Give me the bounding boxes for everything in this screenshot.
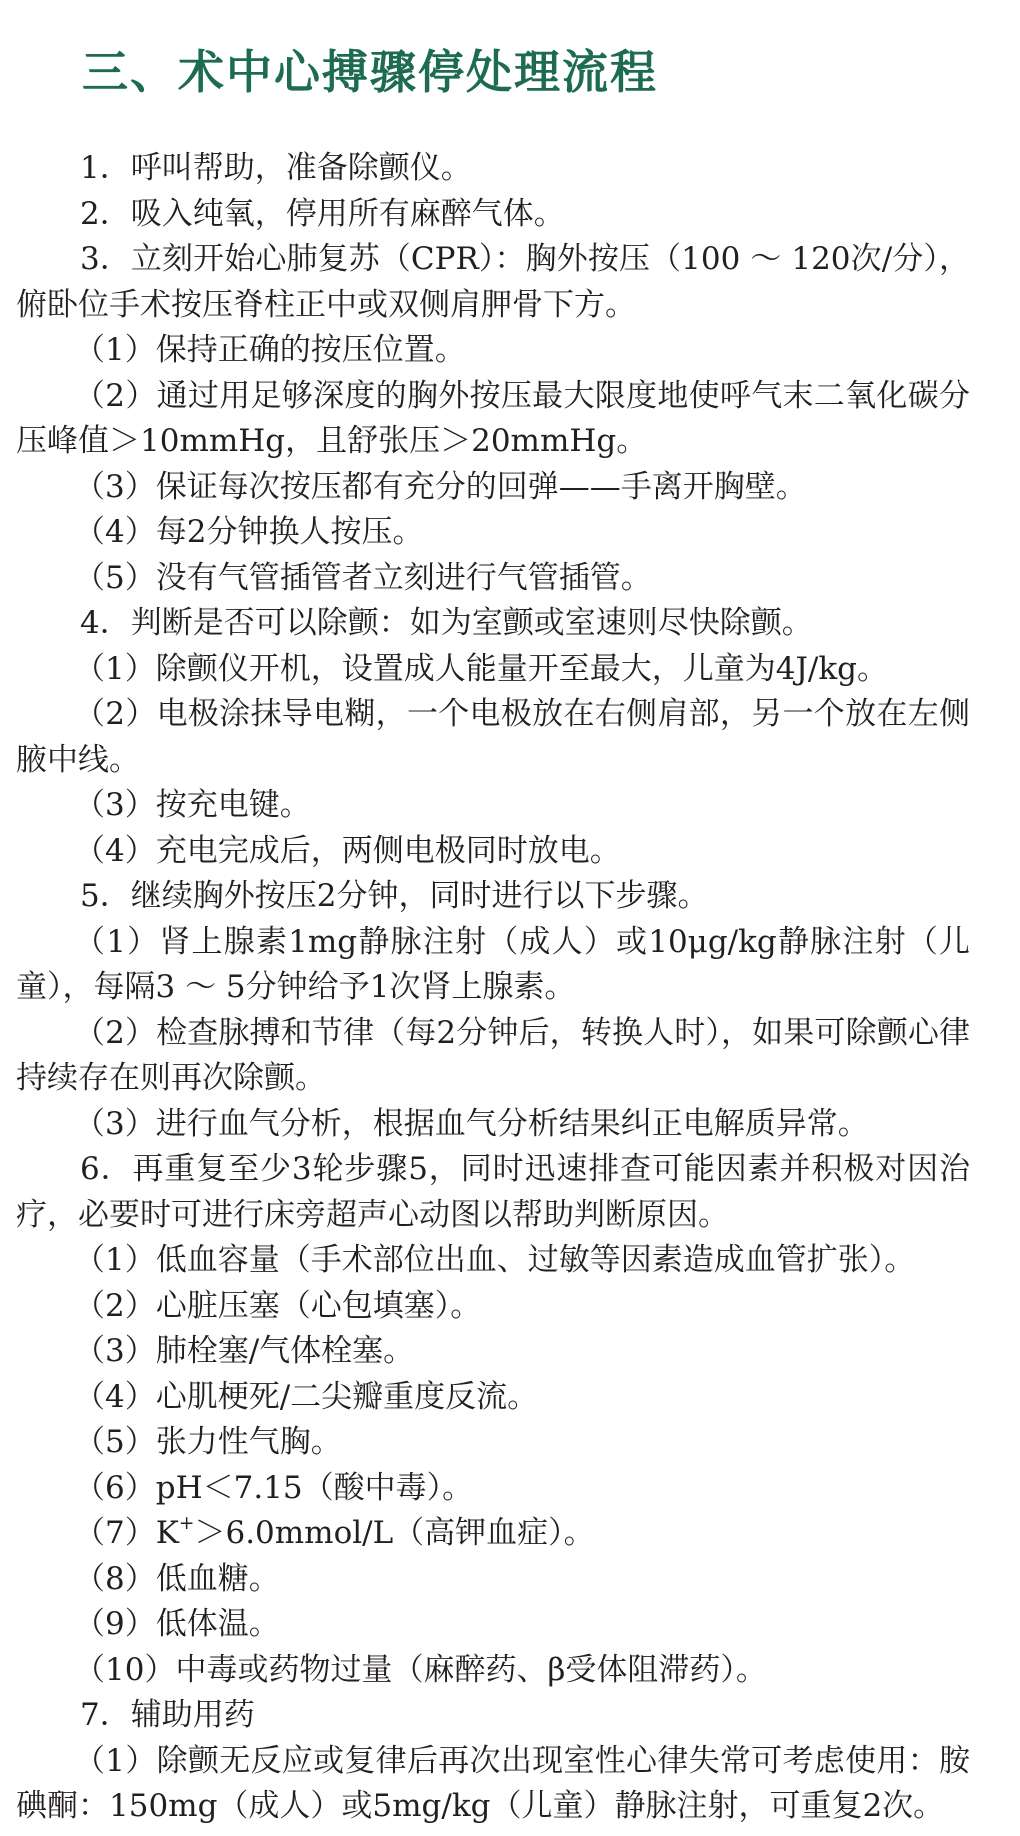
substep-paragraph: （1）除颤无反应或复律后再次出现室性心律失常可考虑使用：胺碘酮：150mg（成人）或5mg/kg（儿童）静脉注射，可重复2次。 <box>16 1742 970 1824</box>
substep-paragraph: （3）肺栓塞/气体栓塞。 <box>74 1333 415 1369</box>
substep-paragraph: （2）心脏压塞（心包填塞）。 <box>74 1287 482 1324</box>
substep-paragraph: （9）低体温。 <box>74 1606 280 1642</box>
substep-paragraph: （3）进行血气分析，根据血气分析结果纠正电解质异常。 <box>74 1105 869 1142</box>
superscript-plus: + <box>178 1513 195 1535</box>
step-paragraph: 3．立刻开始心肺复苏（CPR）：胸外按压（100 ～ 120次/分），俯卧位手术按压脊柱正中或双侧肩胛骨下方。 <box>16 241 970 323</box>
step-paragraph: 7．辅助用药 <box>80 1697 255 1733</box>
substep-paragraph-potassium <box>16 1511 970 1557</box>
substep-paragraph: （5）没有气管插管者立刻进行气管插管。 <box>74 559 652 596</box>
substep-paragraph: （4）每2分钟换人按压。 <box>74 514 424 550</box>
substep-paragraph: （5）张力性气胸。 <box>74 1424 342 1460</box>
step-paragraph: 4．判断是否可以除颤：如为室颤或室速则尽快除颤。 <box>80 605 813 641</box>
step-paragraph: 2．吸入纯氧，停用所有麻醉气体。 <box>80 195 565 232</box>
step-paragraph: 5．继续胸外按压2分钟，同时进行以下步骤。 <box>80 878 709 914</box>
substep-prefix: （7）K <box>74 1515 179 1551</box>
substep-paragraph: （3）保证每次按压都有充分的回弹——手离开胸壁。 <box>74 468 807 505</box>
substep-paragraph: （2）检查脉搏和节律（每2分钟后，转换人时），如果可除颤心律持续存在则再次除颤。 <box>16 1014 970 1096</box>
substep-rest: ＞6.0mmol/L（高钾血症）。 <box>194 1515 595 1551</box>
substep-paragraph: （1）肾上腺素1mg静脉注射（成人）或10μg/kg静脉注射（儿童），每隔3 ～ 5分钟给予1次肾上腺素。 <box>16 923 970 1005</box>
substep-paragraph: （8）低血糖。 <box>74 1560 280 1597</box>
substep-paragraph: （1）保持正确的按压位置。 <box>74 332 466 368</box>
substep-paragraph: （10）中毒或药物过量（麻醉药、β受体阻滞药）。 <box>74 1651 767 1688</box>
substep-paragraph: （1）低血容量（手术部位出血、过敏等因素造成血管扩张）。 <box>74 1242 916 1278</box>
step-paragraph: 1．呼叫帮助，准备除颤仪。 <box>80 150 472 186</box>
substep-paragraph: （4）充电完成后，两侧电极同时放电。 <box>74 832 621 869</box>
step-paragraph: 6．再重复至少3轮步骤5，同时迅速排查可能因素并积极对因治疗，必要时可进行床旁超声心动图以帮助判断原因。 <box>16 1151 970 1233</box>
substep-paragraph: （2）通过用足够深度的胸外按压最大限度地使呼气末二氧化碳分压峰值＞10mmHg，且舒张压＞20mmHg。 <box>16 377 970 459</box>
substep-paragraph: （4）心肌梗死/二尖瓣重度反流。 <box>74 1378 539 1415</box>
substep-paragraph: （1）除颤仪开机，设置成人能量开至最大，儿童为4J/kg。 <box>74 650 888 687</box>
section-title: 三、术中心搏骤停处理流程 <box>82 45 658 99</box>
substep-paragraph: （3）按充电键。 <box>74 787 311 823</box>
substep-paragraph: （2）电极涂抹导电糊，一个电极放在右侧肩部，另一个放在左侧腋中线。 <box>16 696 970 778</box>
substep-paragraph: （6）pH＜7.15（酸中毒）。 <box>74 1469 474 1506</box>
procedure-body <box>16 146 970 1830</box>
